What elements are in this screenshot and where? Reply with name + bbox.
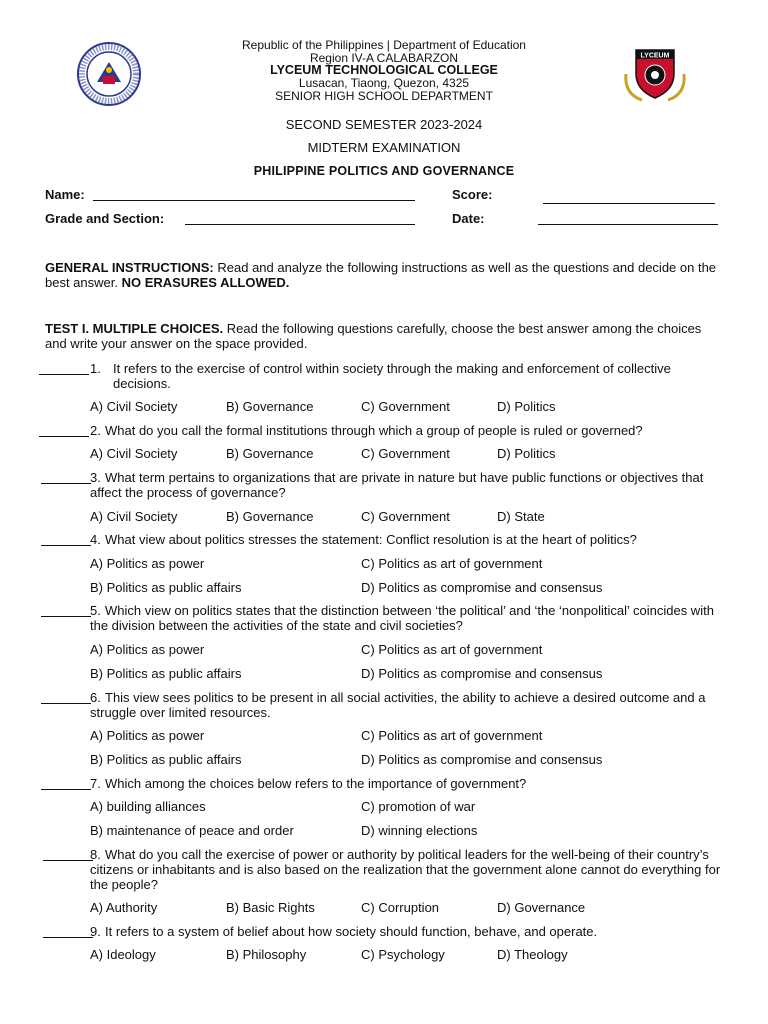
answer-blank-1[interactable] xyxy=(39,374,89,375)
option: B) Philosophy xyxy=(226,947,307,962)
option: A) Politics as power xyxy=(90,556,205,571)
date-field[interactable] xyxy=(538,224,718,225)
option: C) Politics as art of government xyxy=(361,728,543,743)
option: D) winning elections xyxy=(361,823,478,838)
answer-blank-4[interactable] xyxy=(41,545,91,546)
option: B) Politics as public affairs xyxy=(90,580,242,595)
option: A) Politics as power xyxy=(90,642,205,657)
option: C) Corruption xyxy=(361,900,440,915)
option: B) Politics as public affairs xyxy=(90,666,242,681)
answer-blank-8[interactable] xyxy=(43,860,93,861)
instructions-emphasis: NO ERASURES ALLOWED. xyxy=(121,275,290,290)
department-line: SENIOR HIGH SCHOOL DEPARTMENT xyxy=(275,89,493,103)
question-text: What do you call the formal institutions through which a group of people is ruled or governed? xyxy=(105,423,643,438)
option: B) Basic Rights xyxy=(226,900,315,915)
option: C) promotion of war xyxy=(361,799,476,814)
grade-section-field[interactable] xyxy=(185,224,415,225)
option: B) Governance xyxy=(226,446,314,461)
option: C) Politics as art of government xyxy=(361,556,543,571)
option: C) Psychology xyxy=(361,947,445,962)
answer-blank-5[interactable] xyxy=(41,616,91,617)
question-number: 1. xyxy=(90,361,101,376)
option: D) Theology xyxy=(497,947,568,962)
option: A) Ideology xyxy=(90,947,156,962)
question-number: 4. xyxy=(90,532,101,547)
answer-blank-6[interactable] xyxy=(41,703,91,704)
instructions-label: GENERAL INSTRUCTIONS: xyxy=(45,260,214,275)
option: B) Politics as public affairs xyxy=(90,752,242,767)
option: B) maintenance of peace and order xyxy=(90,823,294,838)
option: A) Politics as power xyxy=(90,728,205,743)
instructions-text: Read and analyze the following instructions as well as the questions and decide on the best answer. xyxy=(45,260,717,290)
question-text: It refers to a system of belief about how society should function, behave, and operate. xyxy=(105,924,598,939)
school-address: Lusacan, Tiaong, Quezon, 4325 xyxy=(298,76,470,90)
crest-label: LYCEUM xyxy=(640,52,670,60)
question-number: 5. xyxy=(90,603,101,618)
answer-blank-3[interactable] xyxy=(41,483,91,484)
answer-blank-7[interactable] xyxy=(41,789,91,790)
question-number: 6. xyxy=(90,690,101,705)
school-name: LYCEUM TECHNOLOGICAL COLLEGE xyxy=(270,63,498,77)
option: D) State xyxy=(497,509,545,524)
option: D) Politics xyxy=(497,399,556,414)
test1-label: TEST I. MULTIPLE CHOICES. xyxy=(45,321,224,336)
question-text: Which among the choices below refers to the importance of government? xyxy=(105,776,527,791)
option: A) building alliances xyxy=(90,799,206,814)
question-number: 7. xyxy=(90,776,101,791)
score-label: Score: xyxy=(452,187,493,202)
question-text: This view sees politics to be present in all social activities, the ability to achieve a desired outcome and a struggle over limited resources. xyxy=(90,690,706,720)
option: D) Governance xyxy=(497,900,586,915)
answer-blank-2[interactable] xyxy=(39,436,89,437)
option: A) Civil Society xyxy=(90,509,178,524)
answer-blank-9[interactable] xyxy=(43,937,93,938)
republic-line: Republic of the Philippines | Department of Education xyxy=(242,38,526,52)
question-text: What view about politics stresses the statement: Conflict resolution is at the heart of politics? xyxy=(105,532,637,547)
option: D) Politics as compromise and consensus xyxy=(361,580,603,595)
name-field[interactable] xyxy=(93,200,415,201)
question-number: 3. xyxy=(90,470,101,485)
exam-title: MIDTERM EXAMINATION xyxy=(307,140,461,155)
general-instructions xyxy=(45,260,725,290)
test1-instructions xyxy=(45,321,725,351)
option: D) Politics xyxy=(497,446,556,461)
option: A) Authority xyxy=(90,900,158,915)
option: C) Government xyxy=(361,399,450,414)
question-text: What do you call the exercise of power or authority by political leaders for the well-being of their country’s citizens or inhabitants and is also based on the realization that the government alone cannot do everything for the people? xyxy=(90,847,721,892)
question-number: 2. xyxy=(90,423,101,438)
option: C) Government xyxy=(361,509,450,524)
test1-text: Read the following questions carefully, choose the best answer among the choices and write your answer on the space provided. xyxy=(45,321,702,351)
region-line: Region IV-A CALABARZON xyxy=(309,51,459,65)
question-number: 8. xyxy=(90,847,101,862)
name-label: Name: xyxy=(45,187,85,202)
semester-line: SECOND SEMESTER 2023-2024 xyxy=(285,117,483,132)
subject-title: PHILIPPINE POLITICS AND GOVERNANCE xyxy=(253,164,515,178)
option: C) Politics as art of government xyxy=(361,642,543,657)
option: D) Politics as compromise and consensus xyxy=(361,666,603,681)
option: B) Governance xyxy=(226,509,314,524)
score-field[interactable] xyxy=(543,203,715,204)
option: A) Civil Society xyxy=(90,446,178,461)
question-text: It refers to the exercise of control within society through the making and enforcement of collective decisions. xyxy=(113,361,671,391)
question-number: 9. xyxy=(90,924,101,939)
grade-section-label: Grade and Section: xyxy=(45,211,165,226)
option: C) Government xyxy=(361,446,450,461)
option: D) Politics as compromise and consensus xyxy=(361,752,603,767)
option: A) Civil Society xyxy=(90,399,178,414)
question-text: Which view on politics states that the distinction between ‘the political’ and ‘the ‘nonpolitical’ coincides with the division between the activities of the state and civil societies? xyxy=(90,603,714,633)
option: B) Governance xyxy=(226,399,314,414)
question-text: What term pertains to organizations that are private in nature but have public functions or objectives that affect the process of governance? xyxy=(90,470,704,500)
date-label: Date: xyxy=(452,211,485,226)
